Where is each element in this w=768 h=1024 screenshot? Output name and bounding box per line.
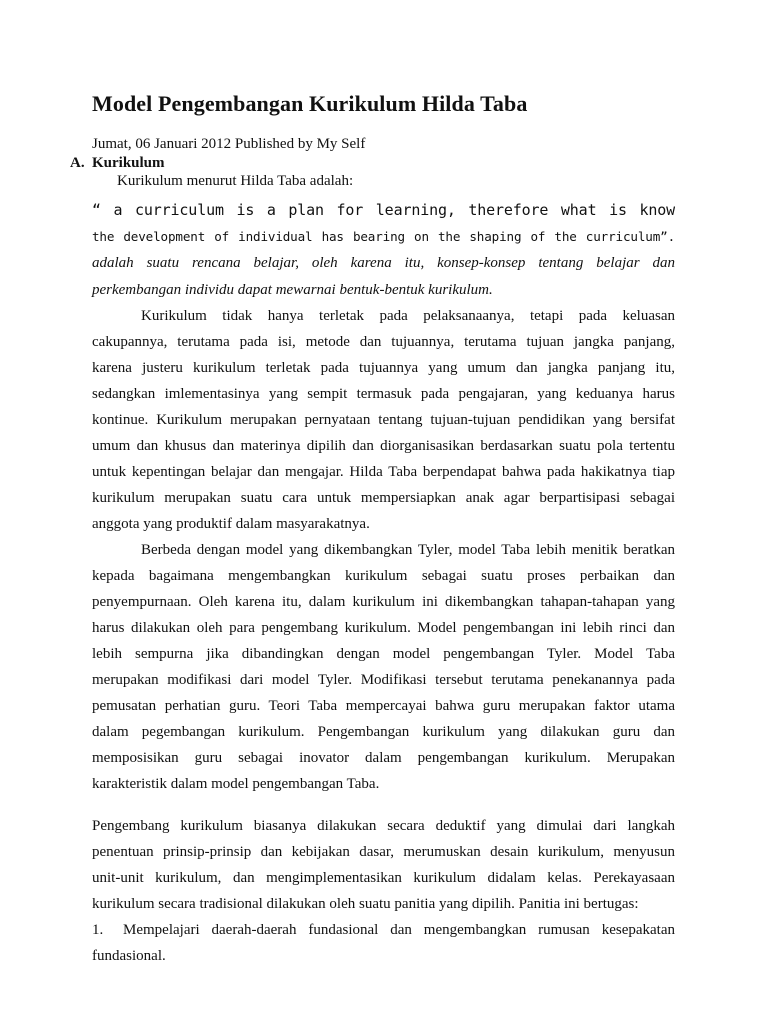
intro-text: Kurikulum menurut Hilda Taba adalah: <box>117 173 354 189</box>
quote-line-3: adalah suatu rencana belajar, oleh karena itu, konsep-konsep tentang belajar dan <box>92 255 675 271</box>
paragraph-2-line: Berbeda dengan model yang dikembangkan Tyler, model Taba lebih menitik beratkan <box>141 542 675 558</box>
publish-info: Jumat, 06 Januari 2012 Published by My Self <box>92 136 366 152</box>
paragraph-1-line: kurikulum merupakan suatu cara untuk mempersiapkan anak agar berpartisipasi sebagai <box>92 490 675 506</box>
paragraph-1-line: anggota yang produktif dalam masyarakatnya. <box>92 516 370 532</box>
paragraph-2-line: merupakan modifikasi dari model Tyler. Modifikasi tersebut terutama penekanannya pada <box>92 672 675 688</box>
paragraph-2-line: harus dilakukan oleh para pengembang kurikulum. Model pengembangan ini lebih rinci dan <box>92 620 675 636</box>
list-item-1-number: 1. <box>92 922 104 938</box>
paragraph-2-line: pemusatan perhatian guru. Teori Taba mempercayai bahwa guru merupakan faktor utama <box>92 698 675 714</box>
paragraph-2-line: memposisikan guru sebagai inovator dalam pengembangan kurikulum. Merupakan <box>92 750 675 766</box>
paragraph-1-line: Kurikulum tidak hanya terletak pada pelaksanaanya, tetapi pada keluasan <box>141 308 675 324</box>
document-title: Model Pengembangan Kurikulum Hilda Taba <box>92 91 528 116</box>
paragraph-2-line: lebih sempurna jika dibandingkan dengan model pengembangan Tyler. Model Taba <box>92 646 675 662</box>
paragraph-3-line: unit-unit kurikulum, dan mengimplementasikan kurikulum didalam kelas. Perekayasaan <box>92 870 675 886</box>
quote-line-2 <box>92 227 675 247</box>
paragraph-2-line: kepada bagaimana mengembangkan kurikulum sebagai suatu proses perbaikan dan <box>92 568 675 584</box>
section-title: Kurikulum <box>92 155 165 171</box>
paragraph-1-line: karena justeru kurikulum terletak pada tujuannya yang umum dan jangka panjang itu, <box>92 360 675 376</box>
section-number: A. <box>70 155 85 171</box>
paragraph-3-line: penentuan prinsip-prinsip dan kebijakan dasar, merumuskan desain kurikulum, menyusun <box>92 844 675 860</box>
paragraph-1-line: umum dan khusus dan materinya dipilih dan diorganisasikan berdasarkan suatu pola tertentu <box>92 438 675 454</box>
paragraph-2-line: dalam pegembangan kurikulum. Pengembangan kurikulum yang dilakukan guru dan <box>92 724 675 740</box>
paragraph-1-line: sedangkan imlementasinya yang sempit termasuk pada pengajaran, yang keduanya harus <box>92 386 675 402</box>
paragraph-2-line: penyempurnaan. Oleh karena itu, dalam kurikulum ini dikembangkan tahapan-tahapan yang <box>92 594 675 610</box>
paragraph-1-line: untuk kepentingan belajar dan mengajar. Hilda Taba berpendapat bahwa pada hakikatnya tiap <box>92 464 675 480</box>
paragraph-1-line: cakupannya, terutama pada isi, metode dan tujuannya, terutama tujuan jangka panjang, <box>92 334 675 350</box>
paragraph-3-line: Pengembang kurikulum biasanya dilakukan secara deduktif yang dimulai dari langkah <box>92 818 675 834</box>
list-item-1-line-2: fundasional. <box>92 948 166 964</box>
quote-line-2-english: the development of individual has bearing on the shaping of the curriculum”. <box>92 229 675 244</box>
paragraph-3-line: kurikulum secara tradisional dilakukan oleh suatu panitia yang dipilih. Panitia ini bertugas: <box>92 896 639 912</box>
list-item-1-line-1: Mempelajari daerah-daerah fundasional dan mengembangkan rumusan kesepakatan <box>123 922 675 938</box>
section-heading <box>70 155 165 172</box>
paragraph-2-line: karakteristik dalam model pengembangan Taba. <box>92 776 380 792</box>
quote-line-1: “ a curriculum is a plan for learning, therefore what is know <box>92 201 675 219</box>
quote-line-4: perkembangan individu dapat mewarnai bentuk-bentuk kurikulum. <box>92 282 493 298</box>
paragraph-1-line: kontinue. Kurikulum merupakan pernyataan tentang tujuan-tujuan pendidikan yang bersifat <box>92 412 675 428</box>
